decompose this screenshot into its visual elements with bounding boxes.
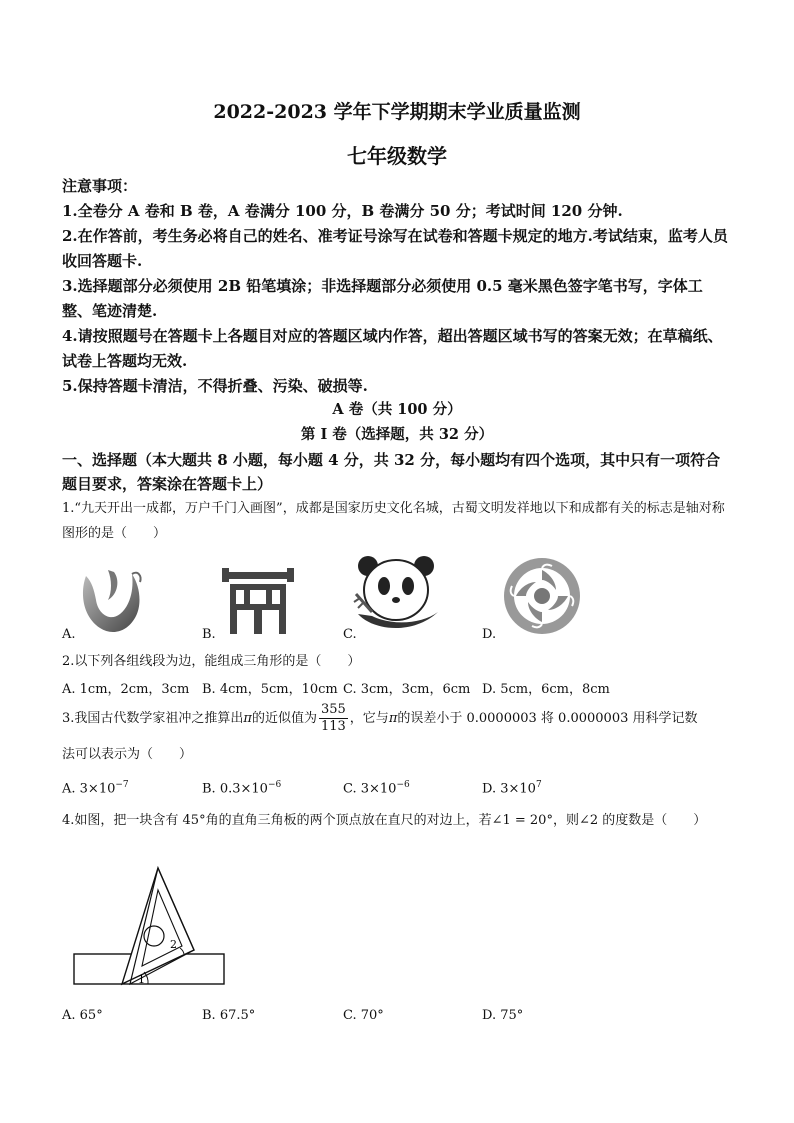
- note-item-2: 2.在作答前，考生务必将自己的姓名、准考证号涂写在试卷和答题卡规定的地方.考试结束，监考人员收回答题卡.: [62, 227, 728, 270]
- q2-option-b[interactable]: B. 4cm，5cm，10cm: [202, 682, 338, 697]
- angle-1-label: 1: [138, 973, 145, 986]
- panda-logo-icon: [352, 554, 442, 636]
- q1-option-a[interactable]: A.: [62, 627, 76, 642]
- section-1-heading: 一、选择题（本大题共 8 小题，每小题 4 分，共 32 分，每小题均有四个选项，其中只有一项符合题目要求，答案涂在答题卡上）: [62, 451, 721, 493]
- question-2-text: 2.以下列各组线段为边，能组成三角形的是（ ）: [62, 654, 361, 669]
- angle-2-label: 2: [170, 938, 177, 951]
- q3-text-after: ，它与: [349, 711, 389, 726]
- note-item-1: 1.全卷分 A 卷和 B 卷，A 卷满分 100 分，B 卷满分 50 分；考试时间 120 分钟.: [62, 202, 623, 220]
- q3-text-before: 3.我国古代数学家祖冲之推算出: [62, 711, 244, 726]
- q3-option-a-label: A. 3×10: [62, 781, 116, 797]
- exam-title: 2022-2023 学年下学期期末学业质量监测: [213, 101, 581, 123]
- q3-option-b[interactable]: [202, 780, 281, 796]
- note-item-3: 3.选择题部分必须使用 2B 铅笔填涂；非选择题部分必须使用 0.5 毫米黑色签字笔书写，字体工整、笔迹清楚.: [62, 277, 703, 320]
- q3-option-a[interactable]: [62, 780, 129, 796]
- q3-text-mid: 的近似值为: [251, 711, 317, 726]
- q1-option-b[interactable]: B.: [202, 627, 216, 642]
- q3-pi-symbol: π: [243, 711, 252, 726]
- q3-text-after-2: 的误差小于 0.0000003 将 0.0000003 用科学记数: [397, 711, 698, 726]
- note-item-5: 5.保持答题卡清洁，不得折叠、污染、破损等.: [62, 377, 368, 395]
- q3-option-d[interactable]: [482, 780, 542, 796]
- q3-option-d-exp: 7: [535, 780, 542, 790]
- q1-option-c[interactable]: C.: [343, 627, 357, 642]
- notes-heading: 注意事项：: [62, 177, 138, 195]
- part-1-heading: 第 I 卷（选择题，共 32 分）: [300, 426, 494, 443]
- q4-option-a[interactable]: A. 65°: [62, 1008, 103, 1023]
- q4-option-b[interactable]: B. 67.5°: [202, 1008, 256, 1023]
- q3-option-b-exp: −6: [267, 780, 282, 790]
- q3-option-c[interactable]: [343, 780, 410, 796]
- q3-fraction: [319, 702, 348, 735]
- sun-bird-ring-logo-icon: [502, 556, 582, 636]
- part-a-heading: A 卷（共 100 分）: [332, 401, 462, 418]
- q3-frac-den: 113: [320, 719, 346, 734]
- q3-option-b-label: B. 0.3×10: [202, 781, 268, 797]
- q3-option-d-label: D. 3×10: [482, 781, 536, 797]
- question-3-text: [62, 700, 732, 738]
- notes-block: [62, 174, 730, 399]
- tripod-vessel-logo-icon: [218, 566, 298, 636]
- q2-option-c[interactable]: C. 3cm，3cm，6cm: [343, 682, 471, 697]
- q3-option-c-exp: −6: [396, 780, 410, 790]
- q3-option-a-exp: −7: [115, 780, 129, 790]
- note-item-4: 4.请按照题号在答题卡上各题目对应的答题区域内作答，超出答题区域书写的答案无效；在草稿纸、试卷上答题均无效.: [62, 327, 723, 370]
- q4-option-d[interactable]: D. 75°: [482, 1008, 524, 1023]
- phoenix-logo-icon: [78, 566, 144, 638]
- ruler-triangle-figure: [70, 862, 230, 996]
- q4-option-c[interactable]: C. 70°: [343, 1008, 384, 1023]
- question-1-text: 1.“九天开出一成都，万户千门入画图”，成都是国家历史文化名城，古蜀文明发祥地以下和成都有关的标志是轴对称图形的是（ ）: [62, 501, 725, 541]
- q3-frac-num: 355: [320, 702, 346, 717]
- exam-subtitle: 七年级数学: [347, 144, 447, 168]
- q3-option-c-label: C. 3×10: [343, 781, 397, 797]
- q2-option-a[interactable]: A. 1cm，2cm，3cm: [62, 682, 190, 697]
- q1-option-d[interactable]: D.: [482, 627, 497, 642]
- q2-option-d[interactable]: D. 5cm，6cm，8cm: [482, 682, 610, 697]
- question-3-text-line-2: 法可以表示为（ ）: [62, 747, 193, 762]
- q3-pi-symbol-2: π: [388, 711, 398, 726]
- question-4-text: 4.如图，把一块含有 45°角的直角三角板的两个顶点放在直尺的对边上，若∠1 = 20°，则∠2 的度数是（ ）: [62, 813, 707, 828]
